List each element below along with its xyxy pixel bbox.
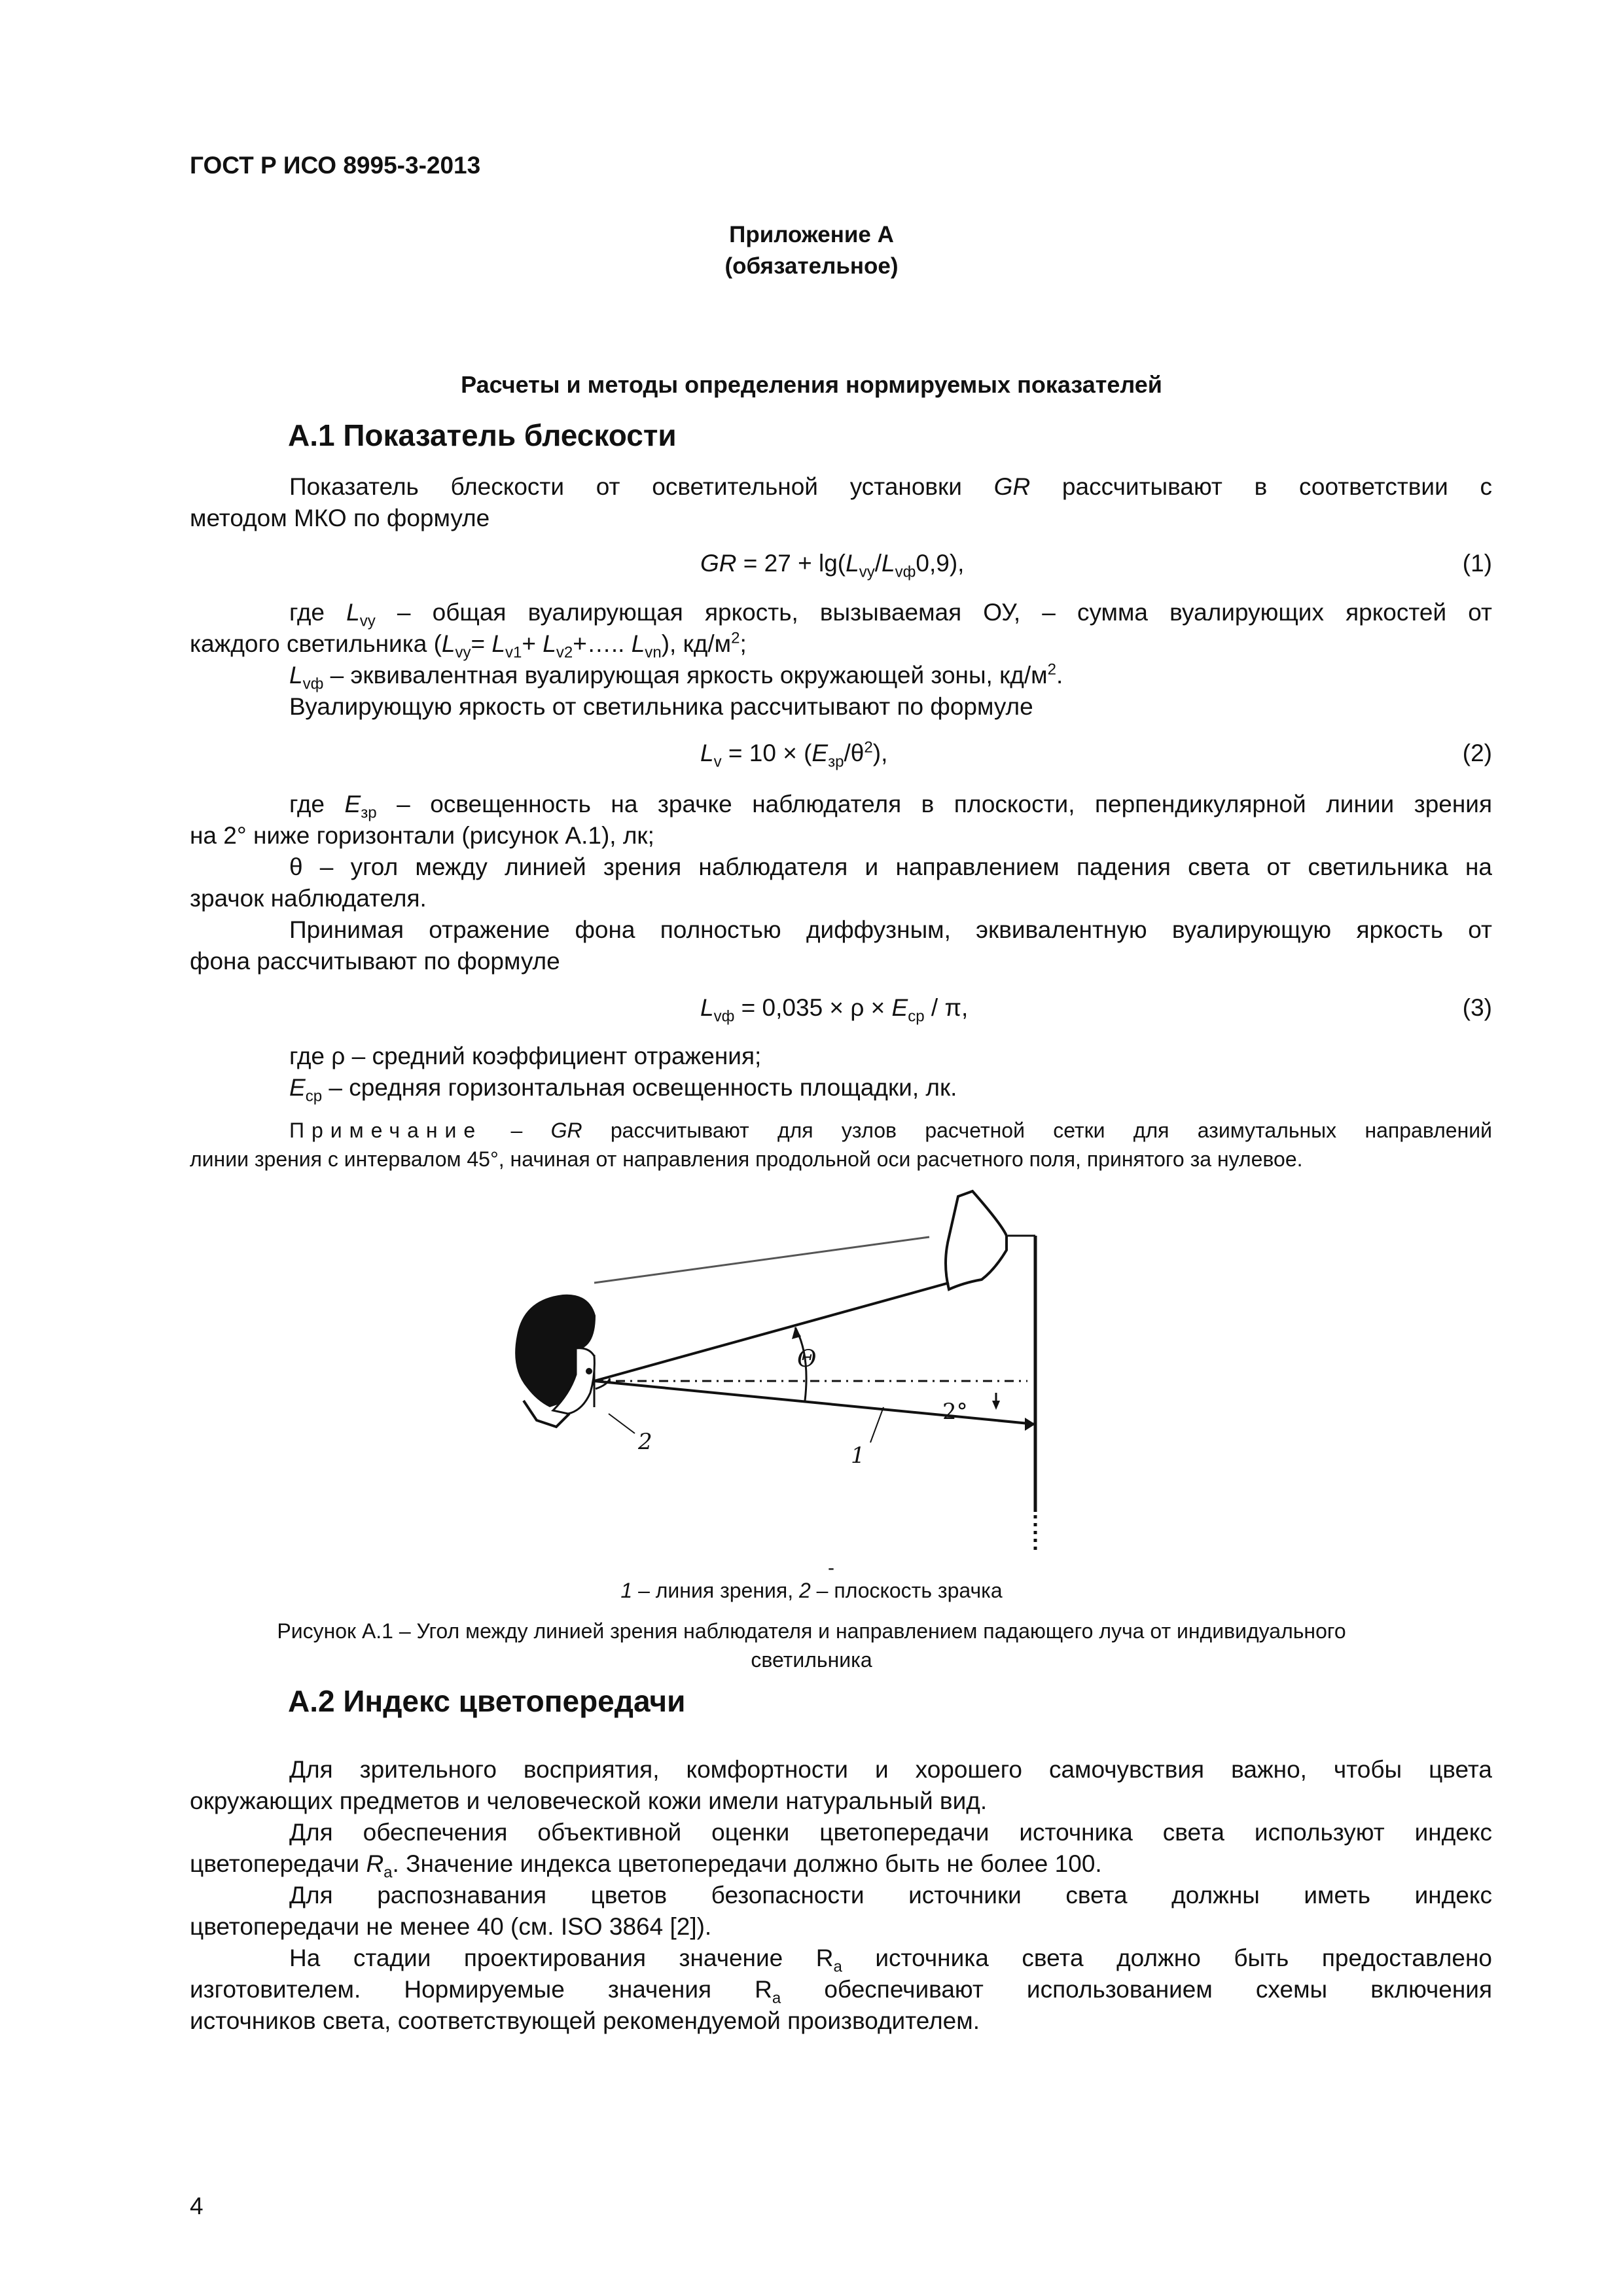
a2-p3-line1: Для распознавания цветов безопасности источники света должны иметь индекс xyxy=(289,1882,1492,1909)
figure-a1 xyxy=(497,1185,1126,1577)
formula-2: $L_v = 10 \times (E_{зр}/\theta^2)$, xyxy=(700,738,888,771)
where-lvy-line2: каждого светильника ($L_{vy}= L_{v1}+$ $L_{v2}+\dots$.. $L_{vn}$), $кд/м^2$; xyxy=(190,629,747,662)
page-number: 4 xyxy=(190,2193,204,2219)
a2-p2-line1: Для обеспечения объективной оценки цветопередачи источника света используют индекс xyxy=(289,1819,1492,1846)
a2-p1-line2: окружающих предметов и человеческой кожи имели натуральный вид. xyxy=(190,1787,988,1814)
figure-legend: 1 – линия зрения, 2 – плоскость зрачка xyxy=(620,1579,1003,1602)
a2-p4-line1: На стадии проектирования значение $R_a$ источника света должно быть предоставлено xyxy=(289,1945,1492,1976)
formula-3-number: (3) xyxy=(1462,994,1492,1021)
a2-p4-line2: изготовителем. Нормируемые значения $R_a$ обеспечивают использованием схемы включения xyxy=(190,1976,1492,2007)
note-line2: линии зрения с интервалом 45°, начиная от направления продольной оси расчетного поля, принятого за нулевое. xyxy=(190,1147,1303,1171)
two-degree-arrow xyxy=(992,1401,1000,1410)
appendix-subtitle: (обязательное) xyxy=(724,253,899,279)
document-id: ГОСТ Р ИСО 8995-3-2013 xyxy=(190,152,481,179)
a2-p4-line3: источников света, соответствующей рекомендуемой производителем. xyxy=(190,2007,980,2034)
a2-p3-line2: цветопередачи не менее 40 (см. ISO 3864 [2]). xyxy=(190,1913,712,1940)
calculations-title: Расчеты и методы определения нормируемых показателей xyxy=(461,371,1162,398)
where-theta-line1: θ – угол между линией зрения наблюдателя и направлением падения света от светильника на xyxy=(289,853,1492,880)
a1-intro-line2: методом МКО по формуле xyxy=(190,505,490,531)
label-two-degree: 2° xyxy=(942,1399,968,1425)
where-rho: где ρ – средний коэффициент отражения; xyxy=(289,1043,762,1069)
veil-intro: Вуалирующую яркость от светильника рассчитывают по формуле xyxy=(289,693,1033,720)
leader-line-2 xyxy=(609,1414,635,1433)
appendix-title-block xyxy=(0,219,1623,282)
figure-caption xyxy=(0,1617,1623,1674)
luminaire-icon xyxy=(946,1191,1007,1289)
note-line1: Примечание – GR рассчитывают для узлов расчетной сетки для азимутальных направлений xyxy=(289,1119,1493,1142)
line-of-sight xyxy=(594,1381,1035,1424)
eye-to-luminaire-line xyxy=(594,1283,949,1381)
label-theta: Θ xyxy=(797,1346,817,1372)
where-ezr-line1: где $E_{зр}$ – освещенность на зрачке наблюдателя в плоскости, перпендикулярной линии зрения xyxy=(289,791,1492,822)
figure-caption-line1: Рисунок А.1 – Угол между линией зрения наблюдателя и направлением падающего луча от индивидуального xyxy=(277,1619,1346,1643)
a2-p2-line2: цветопередачи $R_a$. Значение индекса цветопередачи должно быть не более 100. xyxy=(190,1850,1102,1882)
appendix-title: Приложение А xyxy=(729,222,894,247)
figure-caption-line2: светильника xyxy=(751,1648,872,1672)
a2-p1-line1: Для зрительного восприятия, комфортности и хорошего самочувствия важно, чтобы цвета xyxy=(289,1756,1492,1783)
formula-1-number: (1) xyxy=(1462,550,1492,577)
formula-1: GR = $27 + \lg(L_{vy}/L_{vф}0,9)$, xyxy=(700,550,965,581)
upper-ray-line xyxy=(594,1186,949,1283)
incident-ray-line xyxy=(594,1237,929,1283)
background-line1: Принимая отражение фона полностью диффузным, эквивалентную вуалирующую яркость от xyxy=(289,916,1492,943)
note-label: Примечание xyxy=(289,1119,483,1142)
where-ezr-line2: на 2° ниже горизонтали (рисунок А.1), лк; xyxy=(190,822,654,849)
a1-intro-line1: Показатель блескости от осветительной установки GR рассчитывают в соответствии с xyxy=(289,473,1492,500)
where-lvf: $L_{vф}$ – эквивалентная вуалирующая яркость окружающей зоны, $кд/м^2$. xyxy=(289,660,1063,693)
label-1: 1 xyxy=(851,1443,865,1469)
section-a2-heading: А.2 Индекс цветопередачи xyxy=(288,1684,686,1718)
figure-dash: - xyxy=(828,1557,834,1577)
where-lvy-line1: где $L_{vy}$ – общая вуалирующая яркость, вызываемая ОУ, – сумма вуалирующих яркостей от xyxy=(289,599,1492,630)
label-2: 2 xyxy=(638,1429,652,1455)
eye-icon xyxy=(586,1368,592,1374)
formula-3: $L_{vф} = 0,035 \times \rho \times E_{ср} / \pi$, xyxy=(700,994,969,1026)
where-theta-line2: зрачок наблюдателя. xyxy=(190,885,427,912)
leader-line-1 xyxy=(870,1407,883,1443)
where-ecp: $E_{ср}$ – средняя горизонтальная освещенность площадки, лк. xyxy=(289,1074,957,1105)
background-line2: фона рассчитывают по формуле xyxy=(190,948,560,975)
formula-2-number: (2) xyxy=(1462,740,1492,766)
section-a1-heading: А.1 Показатель блескости xyxy=(288,418,677,452)
